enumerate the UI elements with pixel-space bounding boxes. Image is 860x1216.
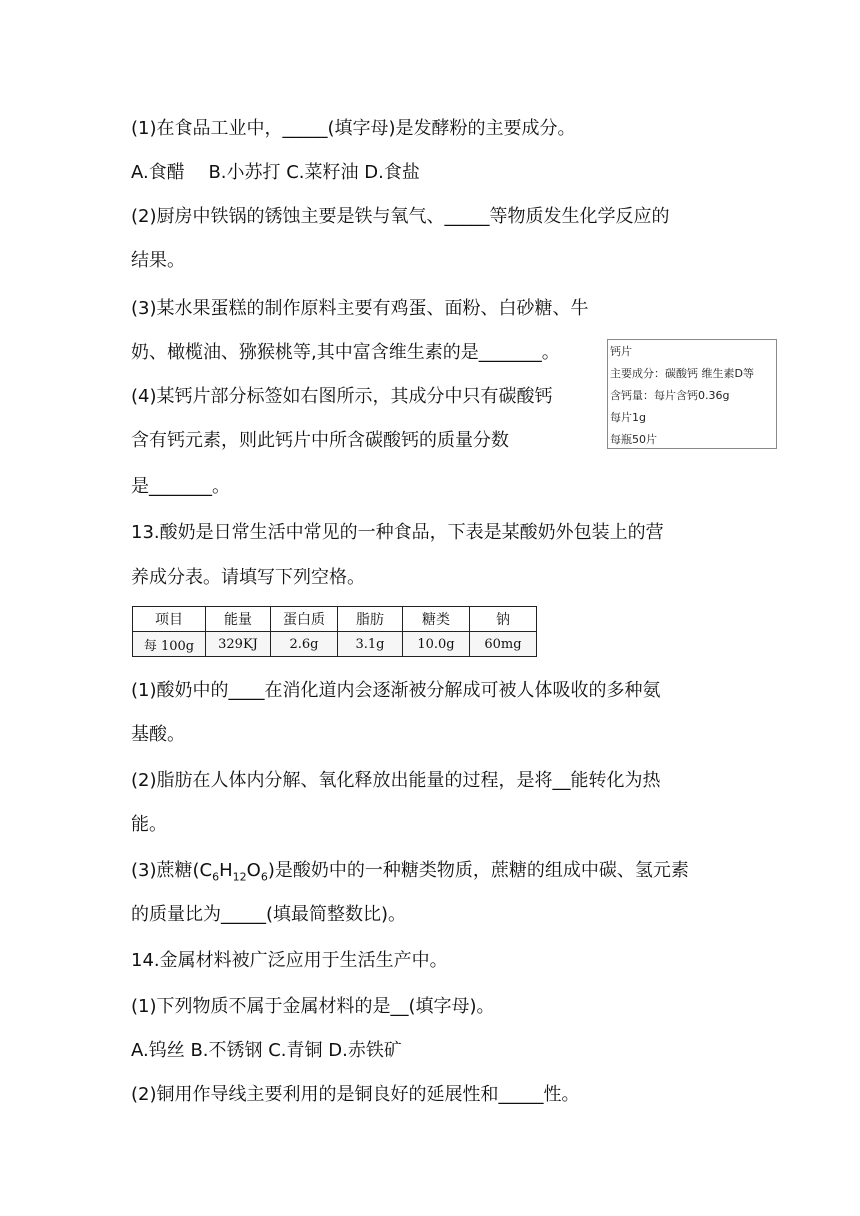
q13-1: (1)酸奶中的____在消化道内会逐渐被分解成可被人体吸收的多种氨	[131, 680, 661, 701]
label-per-bottle: 每瓶50片	[610, 433, 657, 446]
table-cell: 2.6g	[271, 632, 338, 657]
q12-2: (2)厨房中铁锅的锈蚀主要是铁与氧气、_____等物质发生化学反应的	[131, 206, 670, 227]
q12-3-cont: 奶、橄榄油、猕猴桃等,其中富含维生素的是_______。	[131, 342, 560, 363]
label-per-tablet: 每片1g	[610, 411, 646, 424]
sub-h: 12	[232, 870, 247, 884]
q13-3	[131, 859, 689, 883]
table-header: 蛋白质	[271, 607, 338, 632]
sym-h: H	[219, 860, 233, 881]
table-header: 钠	[470, 607, 537, 632]
table-cell: 60mg	[470, 632, 537, 657]
q13-2-cont: 能。	[131, 814, 167, 835]
q14-1: (1)下列物质不属于金属材料的是__(填字母)。	[131, 996, 495, 1017]
q12-4-cont: 含有钙元素，则此钙片中所含碳酸钙的质量分数	[131, 430, 509, 451]
q12-1: (1)在食品工业中，_____(填字母)是发酵粉的主要成分。	[131, 118, 576, 139]
table-cell: 329KJ	[206, 632, 271, 657]
nutrition-table	[132, 606, 537, 657]
table-header: 能量	[206, 607, 271, 632]
q13-intro: 13.酸奶是日常生活中常见的一种食品，下表是某酸奶外包装上的营	[131, 522, 664, 543]
calcium-tablet-label	[607, 339, 777, 449]
q12-3: (3)某水果蛋糕的制作原料主要有鸡蛋、面粉、白砂糖、牛	[131, 298, 589, 319]
q12-4: (4)某钙片部分标签如右图所示，其成分中只有碳酸钙	[131, 386, 553, 407]
sub-c: 6	[212, 870, 220, 884]
q14-1-options: A.钨丝 B.不锈钢 C.青铜 D.赤铁矿	[131, 1040, 402, 1061]
sub-o: 6	[260, 870, 268, 884]
q14-2: (2)铜用作导线主要利用的是铜良好的延展性和_____性。	[131, 1084, 580, 1105]
table-header: 糖类	[403, 607, 470, 632]
table-cell: 每 100g	[133, 632, 206, 657]
label-title: 钙片	[610, 345, 632, 358]
q13-1-cont: 基酸。	[131, 724, 185, 745]
table-header: 脂肪	[338, 607, 403, 632]
q13-intro-cont: 养成分表。请填写下列空格。	[131, 567, 365, 588]
label-calcium-content: 含钙量：每片含钙0.36g	[610, 389, 730, 402]
sucrose-before: (3)蔗糖(C	[131, 860, 213, 881]
q14-intro: 14.金属材料被广泛应用于生活生产中。	[131, 950, 448, 971]
table-cell: 10.0g	[403, 632, 470, 657]
table-header: 项目	[133, 607, 206, 632]
q12-2-cont: 结果。	[131, 250, 185, 271]
sucrose-after: )是酸奶中的一种糖类物质，蔗糖的组成中碳、氢元素	[267, 860, 689, 881]
q13-2: (2)脂肪在人体内分解、氧化释放出能量的过程，是将__能转化为热	[131, 770, 661, 791]
q12-4-end: 是_______。	[131, 476, 230, 497]
label-ingredients: 主要成分：碳酸钙 维生素D等	[610, 367, 754, 380]
sym-o: O	[246, 860, 261, 881]
q13-3-cont: 的质量比为_____(填最简整数比)。	[131, 904, 407, 925]
table-cell: 3.1g	[338, 632, 403, 657]
q12-1-options: A.食醋 B.小苏打 C.菜籽油 D.食盐	[131, 162, 420, 183]
